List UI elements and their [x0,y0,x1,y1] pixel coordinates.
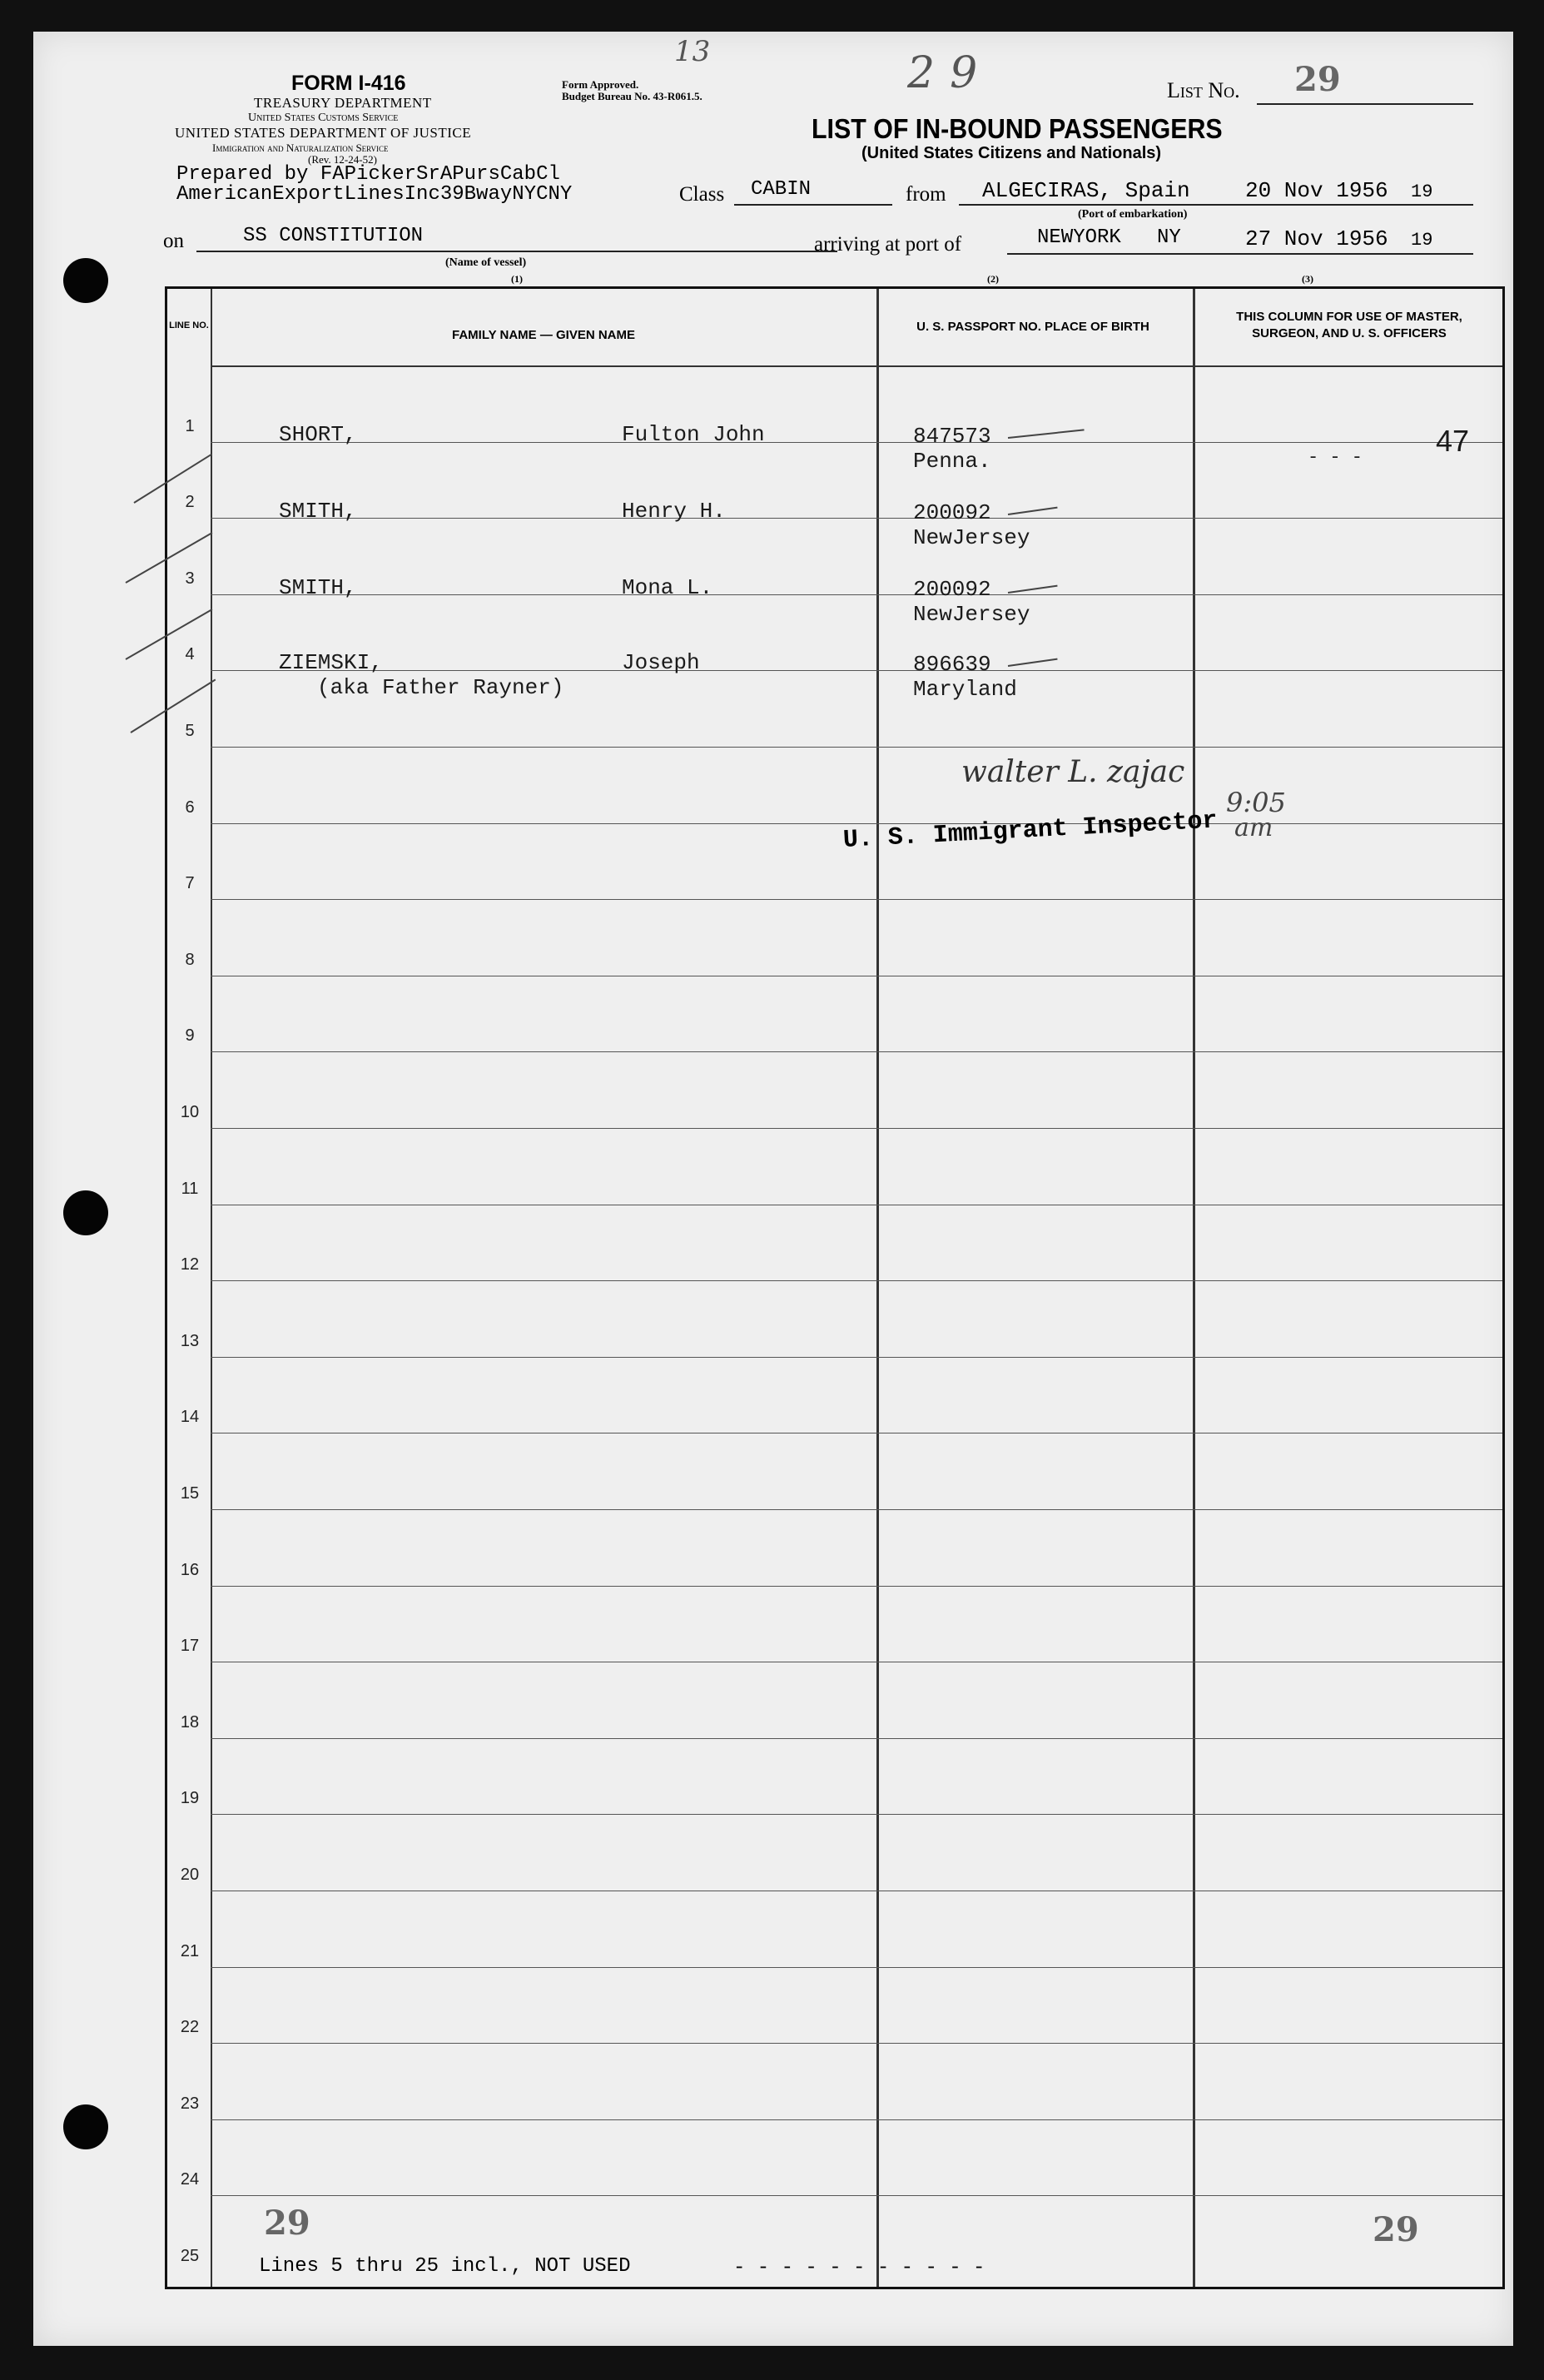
line-number: 1 [185,416,195,435]
row-separator [211,1128,1502,1129]
passport-tick-row2 [1008,507,1058,515]
row-separator [211,899,1502,900]
col-divider-line [211,289,212,2287]
from-label: from [906,183,946,206]
document-page [33,32,1513,2346]
page-subtitle: (United States Citizens and Nationals) [861,144,1162,162]
list-no-value: 29 [1294,60,1341,99]
vessel-value: SS CONSTITUTION [243,225,424,247]
customs-service: United States Customs Service [248,112,399,124]
row1-officer-note: 47 [1436,424,1470,458]
line-number: 18 [180,1712,200,1732]
passport-tick-row4 [1008,658,1058,667]
class-value: CABIN [751,178,812,201]
budget-bureau: Budget Bureau No. 43-R061.5. [562,90,702,102]
from-underline [959,204,1473,206]
list-no-label: List No. [1167,78,1240,102]
line-number: 3 [185,569,195,588]
row4-birthplace: Maryland [913,677,1017,702]
row-separator [211,2195,1502,2196]
row-separator [211,2043,1502,2044]
row-separator [211,747,1502,748]
header-name: FAMILY NAME — GIVEN NAME [451,328,636,342]
punch-hole-top [63,258,108,303]
line-number: 11 [181,1179,199,1198]
line-number: 16 [180,1560,200,1579]
time-note-am: am [1234,813,1273,842]
line-number: 21 [180,1941,200,1960]
row3-birthplace: NewJersey [913,602,1030,627]
vessel-underline [196,251,837,252]
line-number: 12 [180,1255,200,1274]
line-number: 20 [180,1866,200,1884]
line-number: 9 [185,1026,195,1046]
row3-given-name: Mona L. [622,575,713,600]
passport-tick-row3 [1008,585,1058,594]
not-used-dashes: - - - - - - - - - - - [733,2257,985,2279]
row-separator [211,594,1502,595]
row2-birthplace: NewJersey [913,525,1030,550]
header-passport: U. S. PASSPORT NO. PLACE OF BIRTH [916,320,1149,334]
line-number: 14 [180,1408,200,1427]
line-number: 8 [185,950,195,969]
row-separator [211,2119,1502,2120]
handwritten-13: 13 [674,35,711,68]
class-label: Class [679,183,725,206]
vessel-caption: (Name of vessel) [445,256,527,269]
port-embarkation-caption: (Port of embarkation) [1078,208,1188,221]
bottom-left-29: 29 [264,2204,310,2243]
arriving-value: NEWYORK NY [1037,226,1181,249]
row-separator [211,1586,1502,1587]
line-number: 25 [180,2247,200,2265]
row1-passport: 847573 [913,424,991,449]
row4-passport: 896639 [913,652,991,677]
form-approved: Form Approved. [562,78,639,91]
from-value: ALGECIRAS, Spain [982,178,1190,203]
header-officers: THIS COLUMN FOR USE OF MASTER, SURGEON, AND U. S. OFFICERS [1236,310,1462,340]
row-separator [211,1509,1502,1510]
row3-passport: 200092 [913,577,991,602]
row4-family-alias: (aka Father Rayner) [317,675,564,700]
arriving-date: 27 Nov 1956 [1245,226,1388,251]
row2-family-name: SMITH, [279,499,357,524]
handwritten-29-top: 29 [907,48,993,98]
line-number: 4 [185,645,195,664]
line-number: 24 [180,2170,200,2189]
row-separator [211,442,1502,443]
col-divider-name [876,289,879,2287]
row-separator [211,1357,1502,1358]
row1-family-name: SHORT, [279,422,357,447]
row-separator [211,1738,1502,1739]
line-number: 5 [185,722,195,740]
line-number: 19 [180,1789,200,1808]
prepared-by: Prepared by FAPickerSrAPursCabCl [176,163,560,186]
row4-family-name: ZIEMSKI, [279,650,383,675]
header-line-no: LINE NO. [169,320,209,330]
immigration-service: Immigration and Naturalization Service [212,142,389,154]
punch-hole-middle [63,1190,108,1235]
from-date: 20 Nov 1956 [1245,178,1388,203]
header-separator [211,365,1502,367]
class-underline [734,204,892,206]
revision-date: (Rev. 12-24-52) [308,153,377,166]
row-separator [211,1051,1502,1052]
from-year-suffix: 19 [1411,181,1433,202]
line-number: 2 [185,493,195,512]
row-separator [211,823,1502,824]
arriving-underline [1007,253,1473,255]
on-label: on [163,230,184,252]
inspector-signature: walter L. zajac [961,755,1185,789]
line-number: 13 [180,1331,200,1350]
line-number: 22 [180,2018,200,2037]
not-used-note: Lines 5 thru 25 incl., NOT USED [259,2255,631,2278]
row1-given-name: Fulton John [622,422,765,447]
column-number-1: (1) [511,273,523,285]
column-number-2: (2) [987,273,999,285]
punch-hole-bottom [63,2104,108,2149]
line-number: 7 [185,874,195,893]
row-separator [211,1967,1502,1968]
row-separator [211,1280,1502,1281]
passport-tick-row1 [1008,429,1085,439]
row2-passport: 200092 [913,500,991,525]
passenger-table [165,286,1505,2289]
col-divider-passport [1193,289,1195,2287]
line-number: 23 [180,2094,200,2113]
row-separator [211,1814,1502,1815]
inspector-stamp: U. S. Immigrant Inspector [842,807,1219,855]
row-separator [211,518,1502,519]
arriving-year-suffix: 19 [1411,230,1433,251]
line-number: 6 [185,797,195,817]
treasury-department: TREASURY DEPARTMENT [254,95,432,111]
bottom-right-29: 29 [1373,2210,1419,2249]
prepared-by-address: AmericanExportLinesInc39BwayNYCNY [176,183,573,206]
page-title: LIST OF IN-BOUND PASSENGERS [812,113,1223,144]
column-number-3: (3) [1302,273,1313,285]
row2-given-name: Henry H. [622,499,726,524]
line-number: 10 [180,1103,200,1121]
form-number: FORM I-416 [291,72,406,95]
time-note: 9:05 [1226,787,1286,818]
row3-family-name: SMITH, [279,575,357,600]
line-number: 17 [180,1637,200,1656]
row1-birthplace: Penna. [913,449,991,474]
row1-officer-dashes: - - - [1308,447,1363,468]
line-number: 15 [180,1484,200,1503]
row-separator [211,670,1502,671]
arriving-label: arriving at port of [814,233,962,256]
department-of-justice: UNITED STATES DEPARTMENT OF JUSTICE [175,125,472,141]
list-no-underline [1257,103,1473,105]
row4-given-name: Joseph [622,650,700,675]
